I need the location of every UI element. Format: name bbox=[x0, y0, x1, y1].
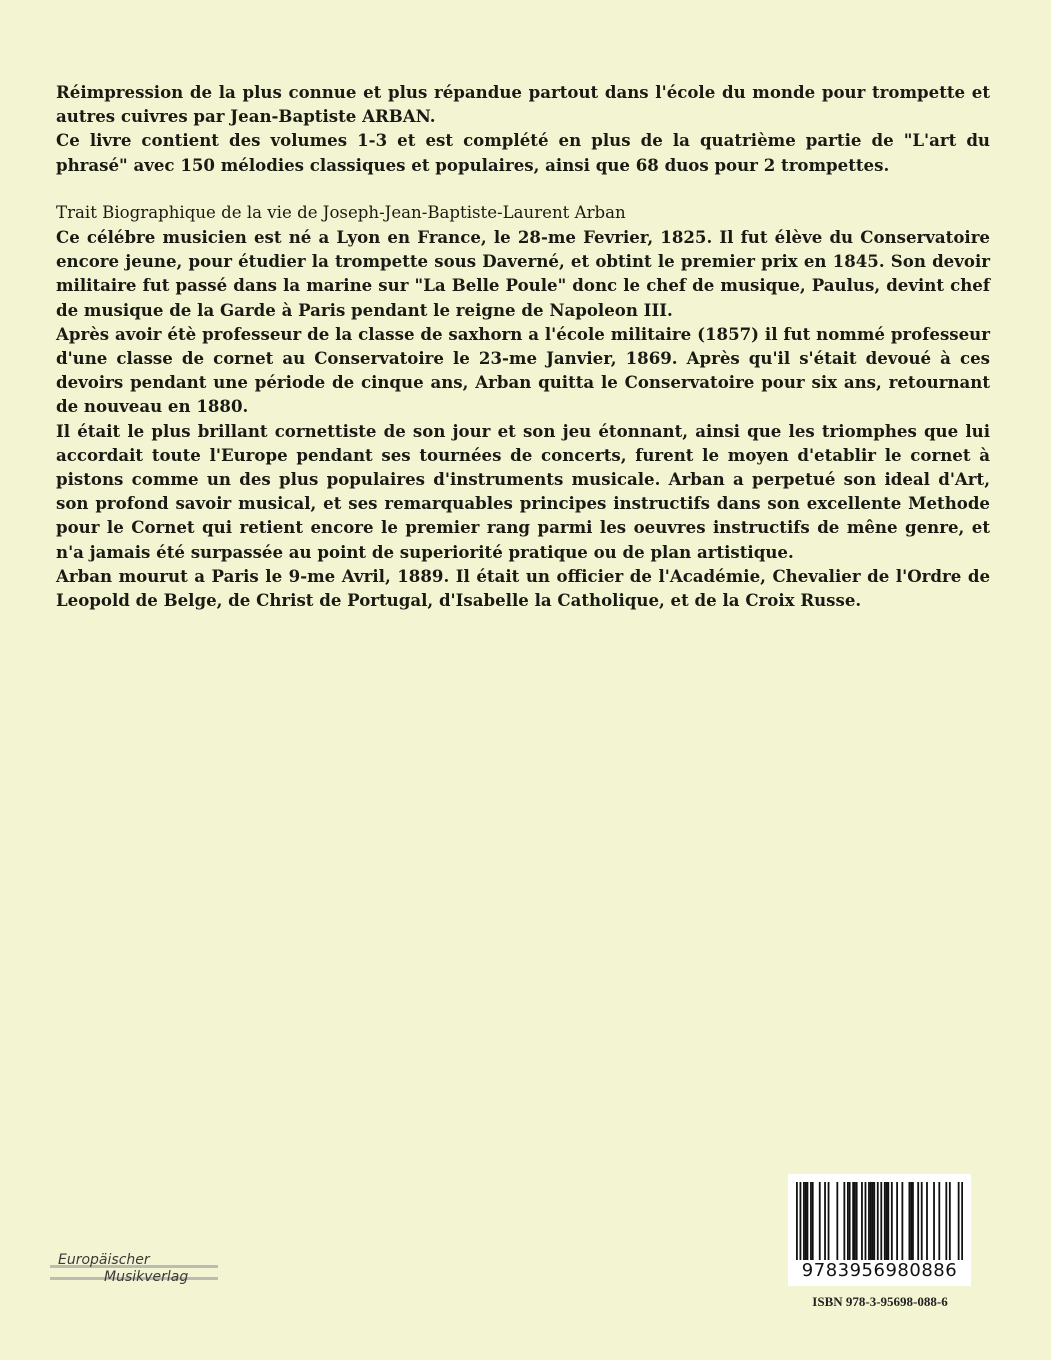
barcode-bar bbox=[824, 1182, 826, 1260]
barcode-bar bbox=[843, 1182, 845, 1260]
barcode-bar bbox=[849, 1182, 851, 1260]
barcode-bar bbox=[958, 1182, 960, 1260]
barcode-bar bbox=[828, 1182, 830, 1260]
barcode-bar bbox=[912, 1182, 914, 1260]
barcode-bar bbox=[865, 1182, 867, 1260]
biography-paragraph-4: Arban mourut a Paris le 9-me Avril, 1889. Il était un officier de l'Académie, Chevalier de l'Ordre de Leopold de Belge, de Christ de Portugal, d'Isabelle la Catholique, et de la Croix Russe. bbox=[56, 565, 990, 611]
barcode-bar bbox=[917, 1182, 919, 1260]
barcode-bar bbox=[933, 1182, 935, 1260]
isbn-label: ISBN 978-3-95698-088-6 bbox=[812, 1294, 948, 1309]
biography-paragraph-2: Après avoir étè professeur de la classe de saxhorn a l'école militaire (1857) il fut nommé professeur d'une classe de cornet au Conservatoire le 23-me Janvier, 1869. Après qu'il s'était devoué à ces devoirs pendant une période de cinque ans, Arban quitta le Conservatoire pour six ans, retournant de nouveau en 1880. bbox=[56, 323, 990, 417]
barcode-bar bbox=[887, 1182, 889, 1260]
publisher-logo bbox=[50, 1250, 220, 1290]
barcode-bar bbox=[910, 1182, 912, 1260]
barcode-bar bbox=[847, 1182, 849, 1260]
barcode-bar bbox=[810, 1182, 812, 1260]
barcode-bar bbox=[868, 1182, 870, 1260]
barcode-bar bbox=[872, 1182, 874, 1260]
intro-section bbox=[56, 80, 990, 177]
barcode-bar bbox=[812, 1182, 814, 1260]
barcode-bar bbox=[938, 1182, 940, 1260]
barcode-bar bbox=[800, 1182, 802, 1260]
barcode-bar bbox=[796, 1182, 798, 1260]
barcode-bar bbox=[873, 1182, 875, 1260]
intro-paragraph-1: Réimpression de la plus connue et plus répandue partout dans l'école du monde pour trompette et autres cuivres par Jean-Baptiste ARBAN. bbox=[56, 82, 990, 127]
barcode-bar bbox=[891, 1182, 893, 1260]
barcode-bar bbox=[805, 1182, 807, 1260]
barcode-bar bbox=[877, 1182, 879, 1260]
barcode-bar bbox=[854, 1182, 856, 1260]
barcode-bar bbox=[926, 1182, 928, 1260]
barcode-bars bbox=[796, 1182, 963, 1260]
barcode-bar bbox=[961, 1182, 963, 1260]
biography-paragraph-3: Il était le plus brillant cornettiste de son jour et son jeu étonnant, ainsi que les triomphes que lui accordait toute l'Europe pendant ses tournées de concerts, furent le moyen d'etablir le cornet à pistons comme un des plus populaires d'instruments musicale. Arban a perpetué son ideal d'Art, son profond savoir musical, et ses remarquables principes instructifs dans son excellente Methode pour le Cornet qui retient encore le premier rang parmi les oeuvres instructifs de mêne genre, et n'a jamais été surpassée au point de superiorité pratique ou de plan artistique. bbox=[56, 420, 990, 562]
back-cover-text bbox=[56, 80, 990, 612]
barcode-bar bbox=[884, 1182, 886, 1260]
barcode-bar bbox=[886, 1182, 888, 1260]
barcode bbox=[788, 1174, 971, 1286]
barcode-bar bbox=[880, 1182, 882, 1260]
barcode-bar bbox=[836, 1182, 838, 1260]
publisher-name-line-2: Musikverlag bbox=[104, 1269, 189, 1285]
barcode-bar bbox=[896, 1182, 898, 1260]
barcode-bar bbox=[803, 1182, 805, 1260]
barcode-bar bbox=[870, 1182, 872, 1260]
intro-paragraph-2: Ce livre contient des volumes 1-3 et est complété en plus de la quatrième partie de "L'art du phrasé" avec 150 mélodies classiques et populaires, ainsi que 68 duos pour 2 trompettes. bbox=[56, 130, 990, 175]
biography-section bbox=[56, 201, 990, 612]
barcode-bar bbox=[861, 1182, 863, 1260]
barcode-bar bbox=[807, 1182, 809, 1260]
barcode-bar bbox=[856, 1182, 858, 1260]
barcode-bar bbox=[921, 1182, 923, 1260]
barcode-bar bbox=[901, 1182, 903, 1260]
barcode-bar bbox=[819, 1182, 821, 1260]
publisher-name-line-1: Europäischer bbox=[58, 1252, 150, 1268]
biography-paragraph-1: Ce célébre musicien est né a Lyon en France, le 28-me Fevrier, 1825. Il fut élève du Conservatoire encore jeune, pour étudier la trompette sous Daverné, et obtint le premier prix en 1845. Son devoir militaire fut passé dans la marine sur "La Belle Poule" donc le chef de musique, Paulus, devint chef de musique de la Garde à Paris pendant le reigne de Napoleon III. bbox=[56, 227, 990, 320]
barcode-bar bbox=[909, 1182, 911, 1260]
barcode-bar bbox=[945, 1182, 947, 1260]
biography-heading: Trait Biographique de la vie de Joseph-Jean-Baptiste-Laurent Arban bbox=[56, 202, 626, 222]
barcode-digits: 9783956980886 bbox=[801, 1260, 958, 1281]
barcode-bar bbox=[852, 1182, 854, 1260]
barcode-bar bbox=[949, 1182, 951, 1260]
